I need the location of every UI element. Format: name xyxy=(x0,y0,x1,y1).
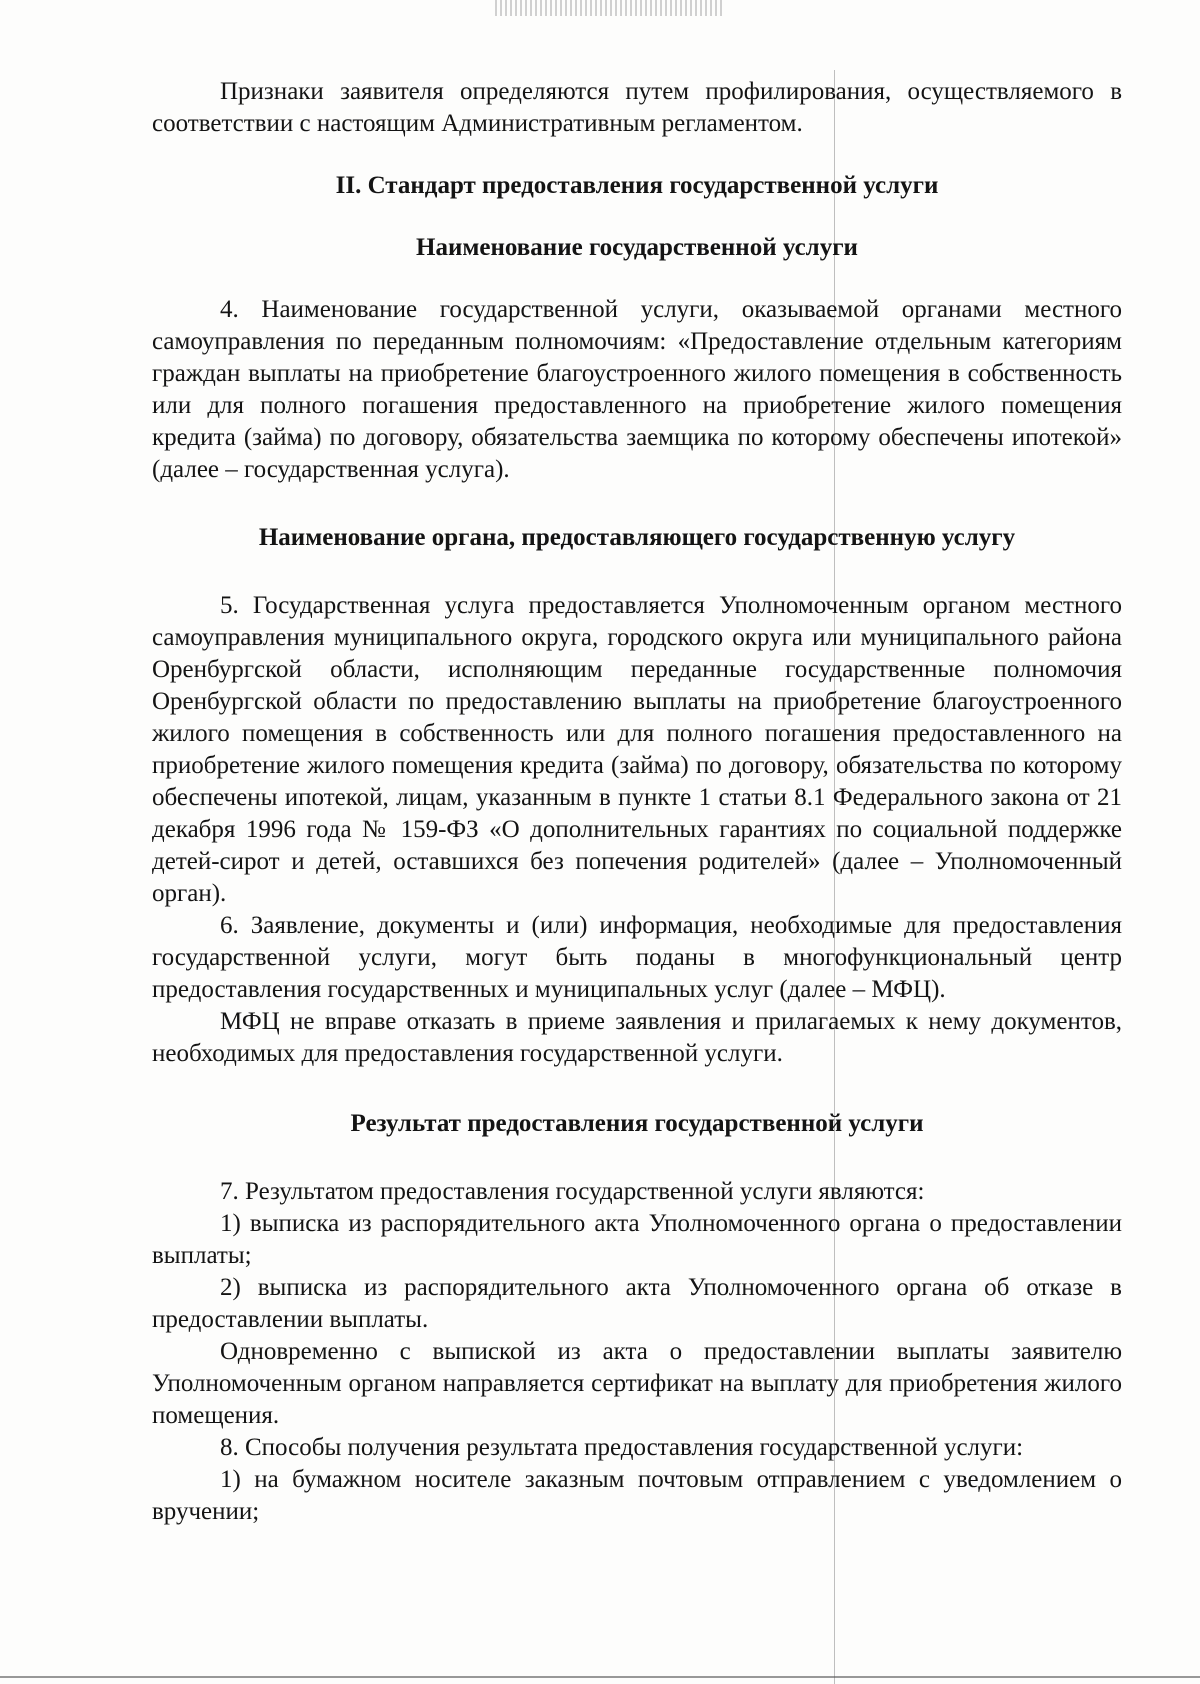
section-title: II. Стандарт предоставления государственной услуги xyxy=(335,172,939,199)
paragraph-7-certificate: Одновременно с выпиской из акта о предоставлении выплаты заявителю Уполномоченным органом направляется сертификат на выплату для приобретения жилого помещения. xyxy=(152,1338,1122,1429)
document-body xyxy=(152,76,1122,1528)
scan-bottom-edge xyxy=(0,1676,1200,1678)
heading-result: Результат предоставления государственной услуги xyxy=(350,1110,924,1137)
paragraph-7-item-1: 1) выписка из распорядительного акта Уполномоченного органа о предоставлении выплаты; xyxy=(152,1210,1122,1269)
paragraph-8-item-1: 1) на бумажном носителе заказным почтовым отправлением с уведомлением о вручении; xyxy=(152,1466,1122,1525)
paragraph-8: 8. Способы получения результата предоставления государственной услуги: xyxy=(220,1434,1024,1461)
intro-paragraph: Признаки заявителя определяются путем профилирования, осуществляемого в соответствии с настоящим Административным регламентом. xyxy=(152,78,1122,137)
heading-service-name: Наименование государственной услуги xyxy=(416,234,858,261)
paragraph-7: 7. Результатом предоставления государственной услуги являются: xyxy=(220,1178,925,1205)
paragraph-5: 5. Государственная услуга предоставляется Уполномоченным органом местного самоуправления муниципального округа, городского округа или муниципального района Оренбургской области, исполняющим переданные государственные полномочия Оренбургской области по предоставлению выплаты на приобретение благоустроенного жилого помещения в собственность или для полного погашения предоставленного на приобретение жилого помещения кредита (займа) по договору, обязательства по которому обеспечены ипотекой, лицам, указанным в пункте 1 статьи 8.1 Федерального закона от 21 декабря 1996 года № 159-ФЗ «О дополнительных гарантиях по социальной поддержке детей-сирот и детей, оставшихся без попечения родителей» (далее – Уполномоченный орган). xyxy=(152,592,1122,907)
paragraph-4: 4. Наименование государственной услуги, оказываемой органами местного самоуправления по переданным полномочиям: «Предоставление отдельным категориям граждан выплаты на приобретение благоустроенного жилого помещения в собственность или для полного погашения предоставленного на приобретение жилого помещения кредита (займа) по договору, обязательства заемщика по которому обеспечены ипотекой» (далее – государственная услуга). xyxy=(152,296,1122,483)
paragraph-7-item-2: 2) выписка из распорядительного акта Уполномоченного органа об отказе в предоставлении выплаты. xyxy=(152,1274,1122,1333)
scan-smudge xyxy=(495,0,725,16)
paragraph-6-mfc: МФЦ не вправе отказать в приеме заявления и прилагаемых к нему документов, необходимых для предоставления государственной услуги. xyxy=(152,1008,1122,1067)
heading-authority: Наименование органа, предоставляющего государственную услугу xyxy=(258,524,1016,551)
paragraph-6: 6. Заявление, документы и (или) информация, необходимые для предоставления государственной услуги, могут быть поданы в многофункциональный центр предоставления государственных и муниципальных услуг (далее – МФЦ). xyxy=(152,912,1122,1003)
